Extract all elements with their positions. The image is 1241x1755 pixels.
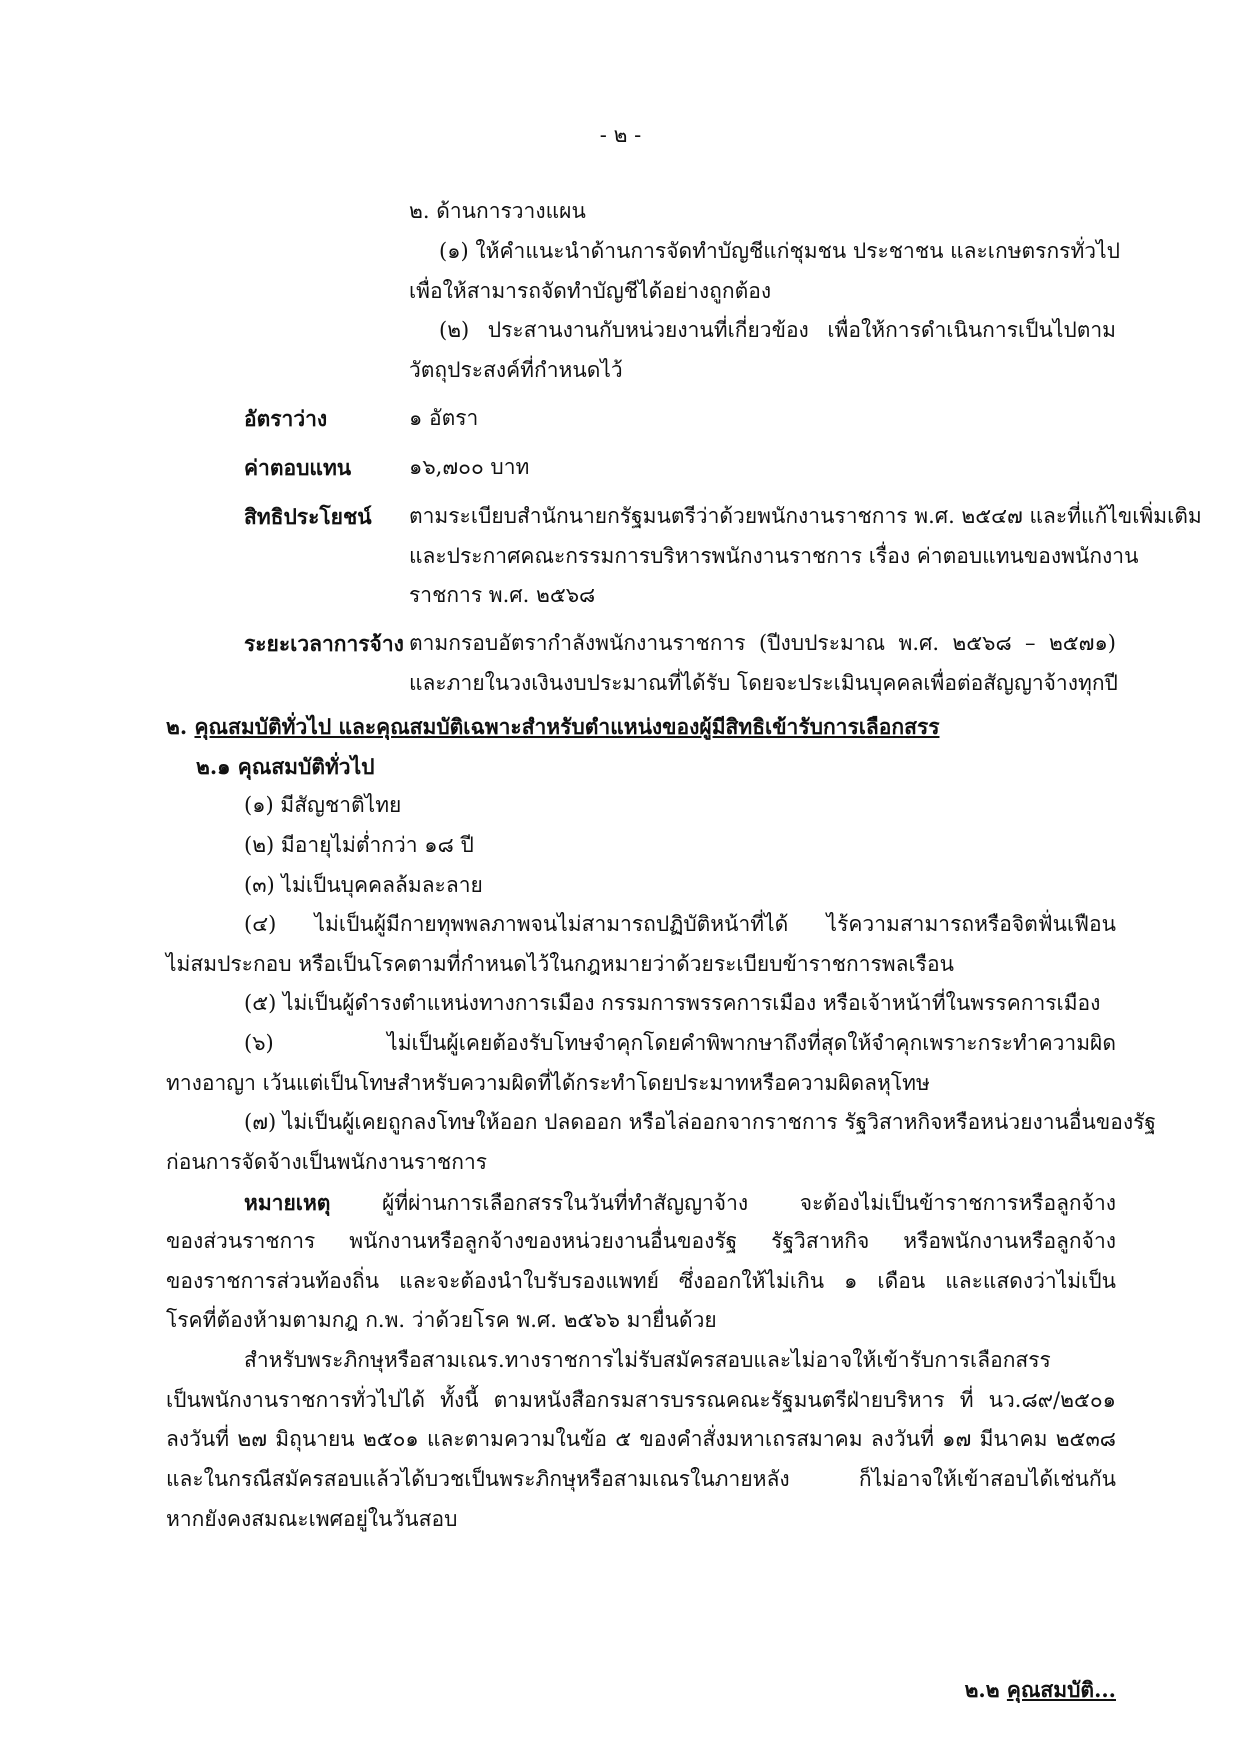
next-page-prefix: ๒.๒	[964, 1677, 1007, 1702]
monk-clause-line1: สำหรับพระภิกษุหรือสามเณร.ทางราชการไม่รับสมัครสอบและไม่อาจให้เข้ารับการเลือกสรร	[244, 1348, 1051, 1372]
benefits-line3: ราชการ พ.ศ. ๒๕๖๘	[409, 583, 596, 607]
benefits-label: สิทธิประโยชน์	[244, 504, 372, 529]
qualification-3: (๓) ไม่เป็นบุคคลล้มละลาย	[244, 873, 483, 897]
planning-item2-line1: (๒) ประสานงานกับหน่วยงานที่เกี่ยวข้อง เพื่อให้การดำเนินการเป็นไปตาม	[439, 318, 1116, 342]
page-number: - ๒ -	[599, 123, 642, 147]
planning-heading: ๒. ด้านการวางแผน	[409, 199, 586, 223]
qualification-6-line2: ทางอาญา เว้นแต่เป็นโทษสำหรับความผิดที่ได้กระทำโดยประมาทหรือความผิดลหุโทษ	[166, 1071, 930, 1095]
benefits-line2: และประกาศคณะกรรมการบริหารพนักงานราชการ เรื่อง ค่าตอบแทนของพนักงาน	[409, 544, 1139, 568]
subsection-heading: ๒.๑ คุณสมบัติทั่วไป	[196, 754, 375, 779]
monk-clause-line5: หากยังคงสมณะเพศอยู่ในวันสอบ	[166, 1507, 458, 1531]
salary-value: ๑๖,๗๐๐ บาท	[409, 455, 530, 479]
next-page-reference	[965, 1670, 1116, 1709]
qualification-1: (๑) มีสัญชาติไทย	[244, 793, 402, 817]
note-line1-text: ผู้ที่ผ่านการเลือกสรรในวันที่ทำสัญญาจ้าง จะต้องไม่เป็นข้าราชการหรือลูกจ้าง	[330, 1191, 1116, 1215]
planning-item1-line1: (๑) ให้คำแนะนำด้านการจัดทำบัญชีแก่ชุมชน ประชาชน และเกษตรกรทั่วไป	[439, 239, 1120, 263]
duration-line2: และภายในวงเงินงบประมาณที่ได้รับ โดยจะประเมินบุคคลเพื่อต่อสัญญาจ้างทุกปี	[409, 671, 1118, 695]
duration-label: ระยะเวลาการจ้าง	[244, 631, 404, 656]
note-line3: ของราชการส่วนท้องถิ่น และจะต้องนำใบรับรองแพทย์ ซึ่งออกให้ไม่เกิน ๑ เดือน และแสดงว่าไม่เป็น	[166, 1269, 1116, 1293]
section-heading	[166, 707, 940, 746]
note-line1	[244, 1183, 1116, 1223]
vacancy-label: อัตราว่าง	[244, 406, 328, 431]
section-number: ๒.	[166, 714, 188, 739]
vacancy-value: ๑ อัตรา	[409, 406, 479, 430]
qualification-4-line1: (๔) ไม่เป็นผู้มีกายทุพพลภาพจนไม่สามารถปฏิบัติหน้าที่ได้ ไร้ความสามารถหรือจิตฟั่นเฟือน	[244, 912, 1116, 936]
duration-line1: ตามกรอบอัตรากำลังพนักงานราชการ (ปีงบประมาณ พ.ศ. ๒๕๖๘ – ๒๕๗๑)	[409, 631, 1116, 655]
salary-label: ค่าตอบแทน	[244, 455, 352, 480]
qualification-5: (๕) ไม่เป็นผู้ดำรงตำแหน่งทางการเมือง กรรมการพรรคการเมือง หรือเจ้าหน้าที่ในพรรคการเมือง	[244, 991, 1101, 1015]
monk-clause-line2: เป็นพนักงานราชการทั่วไปได้ ทั้งนี้ ตามหนังสือกรมสารบรรณคณะรัฐมนตรีฝ่ายบริหาร ที่ นว.๘๙/๒๕๐๑	[166, 1388, 1116, 1412]
note-line2: ของส่วนราชการ พนักงานหรือลูกจ้างของหน่วยงานอื่นของรัฐ รัฐวิสาหกิจ หรือพนักงานหรือลูกจ้าง	[166, 1229, 1116, 1253]
qualification-6-line1: (๖) ไม่เป็นผู้เคยต้องรับโทษจำคุกโดยคำพิพากษาถึงที่สุดให้จำคุกเพราะกระทำความผิด	[244, 1031, 1116, 1055]
next-page-text: คุณสมบัติ...	[1006, 1677, 1116, 1702]
qualification-2: (๒) มีอายุไม่ต่ำกว่า ๑๘ ปี	[244, 833, 474, 857]
qualification-7-line2: ก่อนการจัดจ้างเป็นพนักงานราชการ	[166, 1150, 488, 1174]
planning-item2-line2: วัตถุประสงค์ที่กำหนดไว้	[409, 358, 623, 382]
section-heading-text: คุณสมบัติทั่วไป และคุณสมบัติเฉพาะสำหรับตำแหน่งของผู้มีสิทธิเข้ารับการเลือกสรร	[194, 714, 940, 739]
note-label: หมายเหตุ	[244, 1190, 331, 1215]
monk-clause-line4: และในกรณีสมัครสอบแล้วได้บวชเป็นพระภิกษุหรือสามเณรในภายหลัง ก็ไม่อาจให้เข้าสอบได้เช่นกัน	[166, 1467, 1116, 1491]
planning-item1-line2: เพื่อให้สามารถจัดทำบัญชีได้อย่างถูกต้อง	[409, 279, 772, 303]
qualification-7-line1: (๗) ไม่เป็นผู้เคยถูกลงโทษให้ออก ปลดออก หรือไล่ออกจากราชการ รัฐวิสาหกิจหรือหน่วยงานอื่นของรัฐ	[244, 1110, 1156, 1134]
monk-clause-line3: ลงวันที่ ๒๗ มิถุนายน ๒๕๐๑ และตามความในข้อ ๕ ของคำสั่งมหาเถรสมาคม ลงวันที่ ๑๗ มีนาคม ๒๕๓๘	[166, 1427, 1116, 1451]
note-line4: โรคที่ต้องห้ามตามกฎ ก.พ. ว่าด้วยโรค พ.ศ. ๒๕๖๖ มายื่นด้วย	[166, 1308, 717, 1332]
qualification-4-line2: ไม่สมประกอบ หรือเป็นโรคตามที่กำหนดไว้ในกฎหมายว่าด้วยระเบียบข้าราชการพลเรือน	[166, 952, 954, 976]
benefits-line1: ตามระเบียบสำนักนายกรัฐมนตรีว่าด้วยพนักงานราชการ พ.ศ. ๒๕๔๗ และที่แก้ไขเพิ่มเติม	[409, 504, 1202, 528]
